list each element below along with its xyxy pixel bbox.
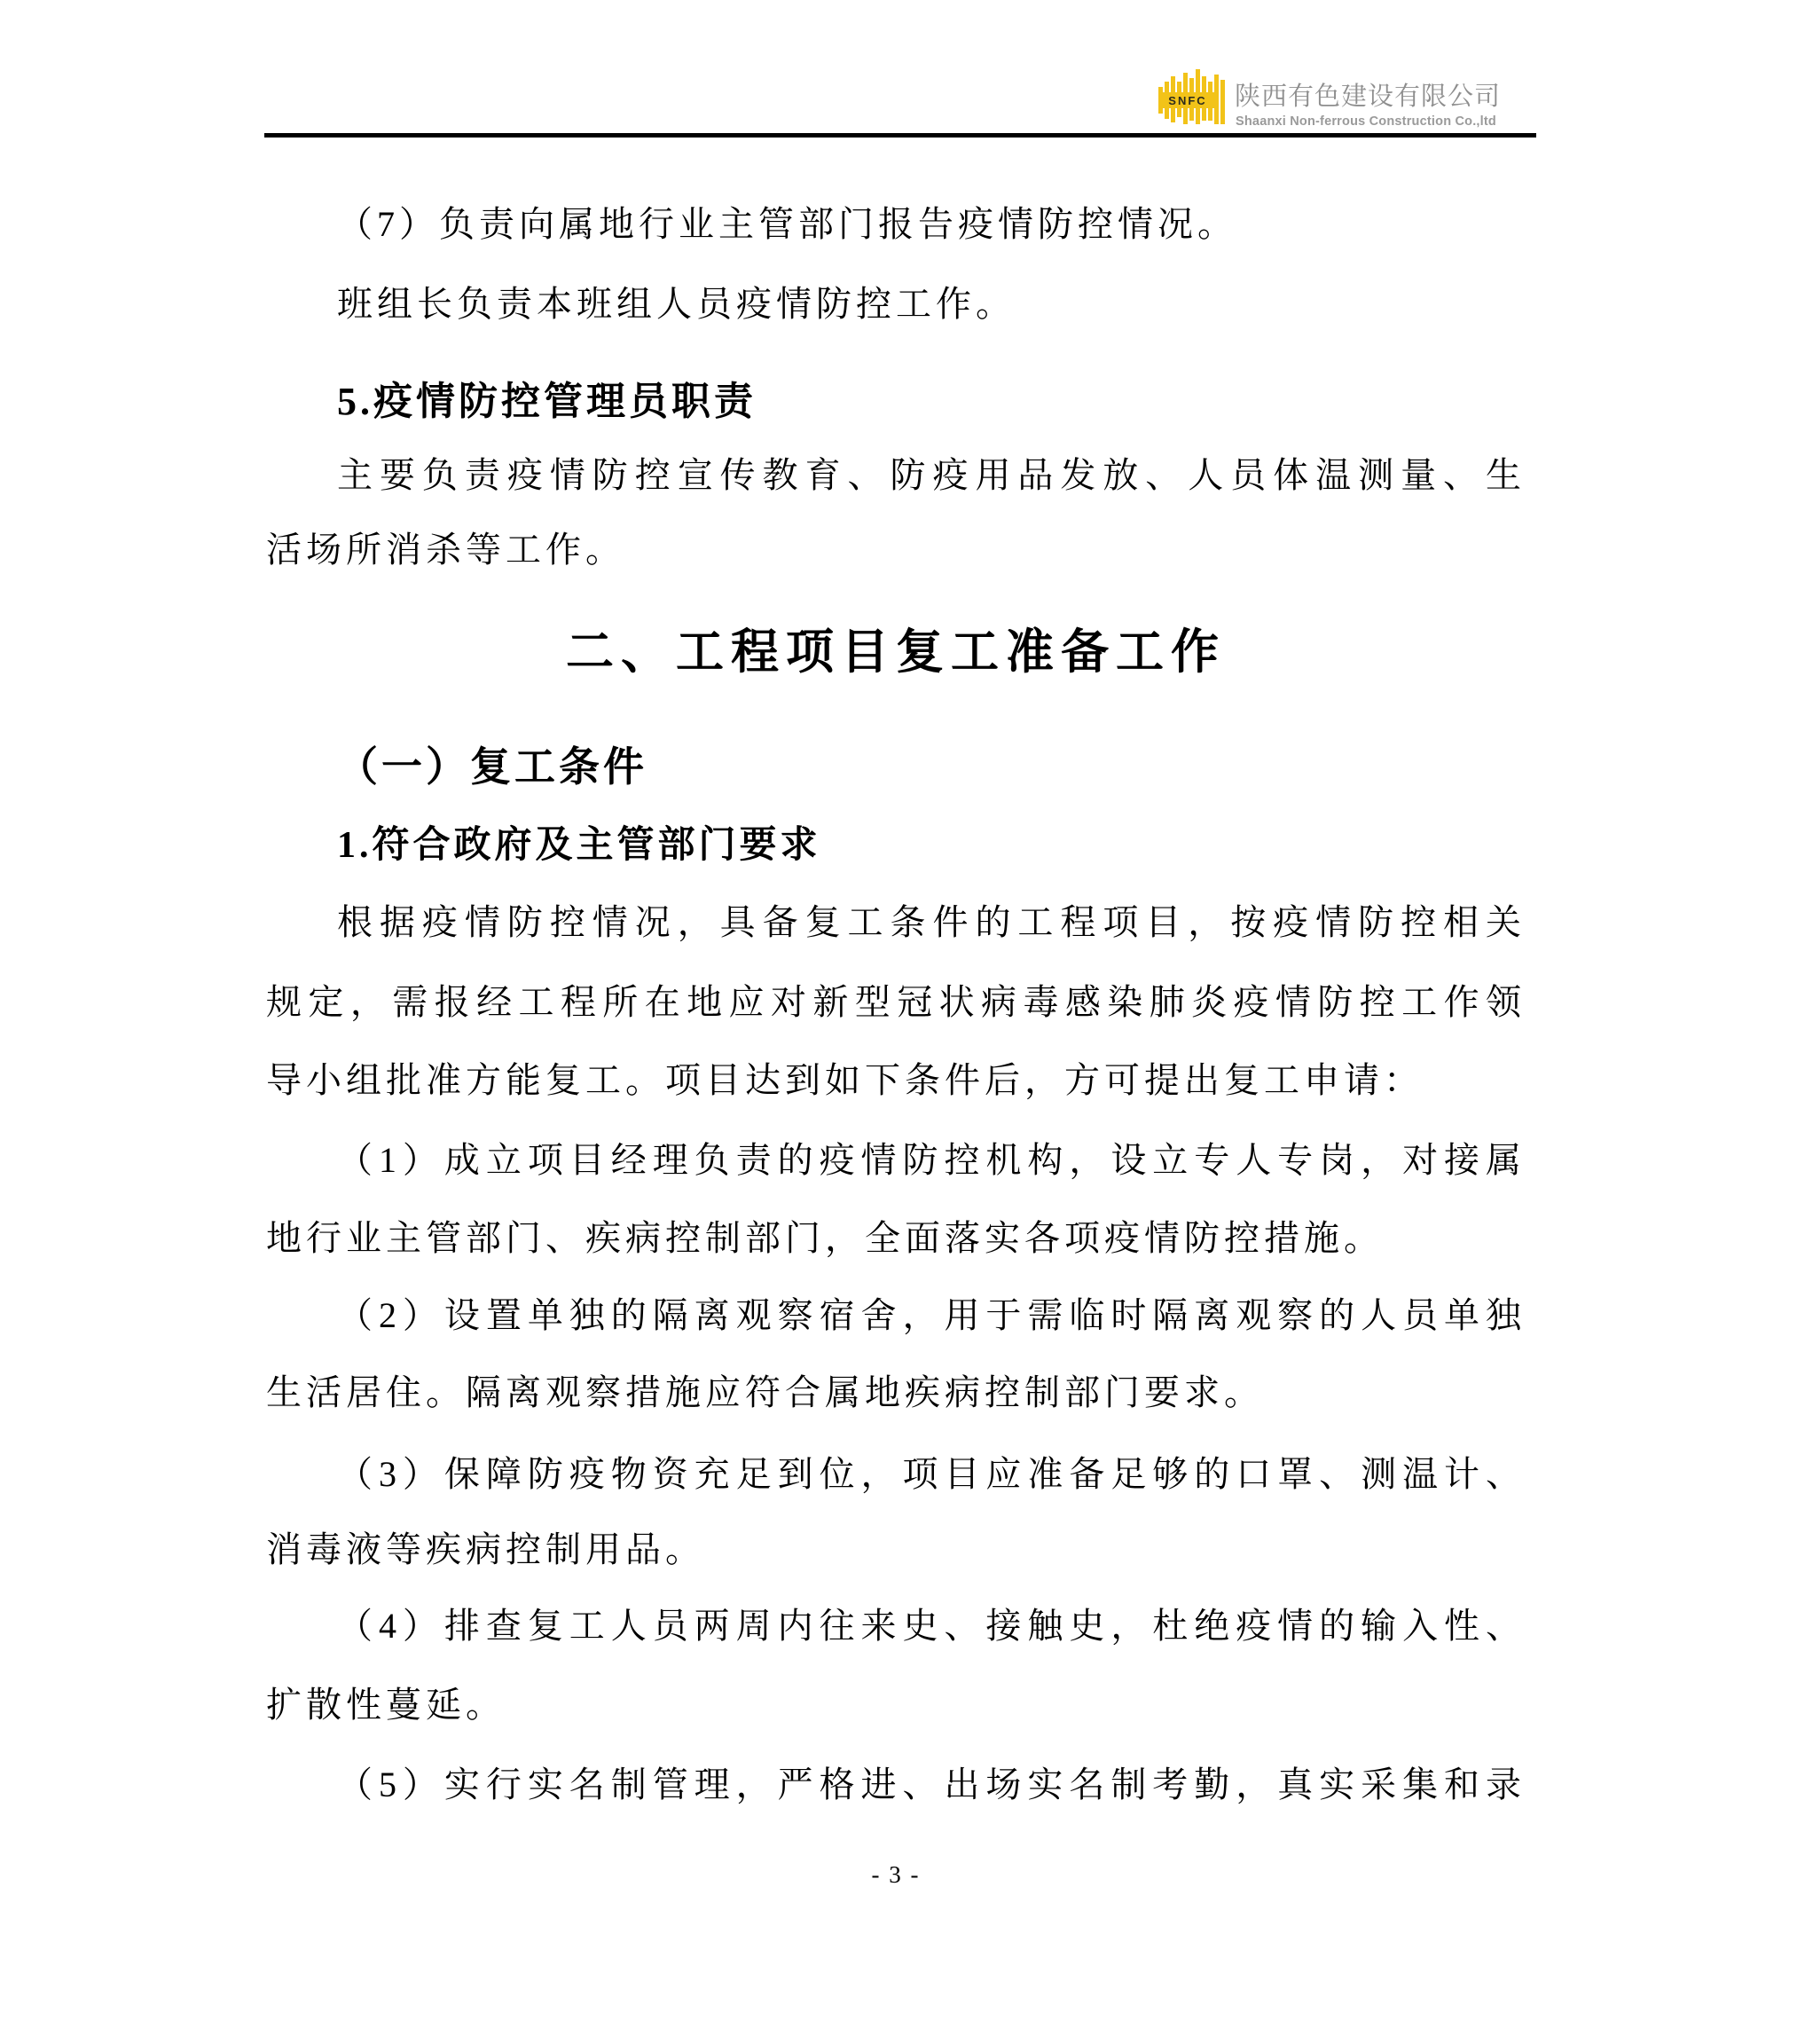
document-line: 根据疫情防控情况，具备复工条件的工程项目，按疫情防控相关	[337, 902, 1526, 942]
document-line: 主要负责疫情防控宣传教育、防疫用品发放、人员体温测量、生	[337, 455, 1526, 495]
document-body	[266, 0, 1526, 2044]
document-line: 规定，需报经工程所在地应对新型冠状病毒感染肺炎疫情防控工作领	[266, 982, 1526, 1022]
subsection-heading-1: 1.符合政府及主管部门要求	[337, 825, 821, 866]
section-heading-2: 二、工程项目复工准备工作	[566, 625, 1226, 679]
company-name-cn: 陕西有色建设有限公司	[1235, 83, 1502, 111]
document-line: 生活居住。隔离观察措施应符合属地疾病控制部门要求。	[266, 1372, 1264, 1412]
document-line: 扩散性蔓延。	[266, 1685, 506, 1725]
subsection-heading-5: 5.疫情防控管理员职责	[337, 380, 757, 423]
document-line: 地行业主管部门、疾病控制部门，全面落实各项疫情防控措施。	[266, 1218, 1384, 1258]
document-line: 班组长负责本班组人员疫情防控工作。	[337, 284, 1016, 324]
document-line: 导小组批准方能复工。项目达到如下条件后，方可提出复工申请：	[266, 1060, 1424, 1100]
document-line: （7）负责向属地行业主管部门报告疫情防控情况。	[337, 204, 1237, 244]
page-number: - 3 -	[871, 1861, 921, 1888]
document-line: （4）排查复工人员两周内往来史、接触史，杜绝疫情的输入性、	[337, 1606, 1526, 1646]
document-line: （5）实行实名制管理，严格进、出场实名制考勤，真实采集和录	[337, 1765, 1526, 1804]
document-line: 活场所消杀等工作。	[266, 530, 625, 570]
logo-abbr-text: SNFC	[1168, 94, 1207, 107]
subsection-heading-one: （一）复工条件	[337, 744, 647, 790]
document-line: （1）成立项目经理负责的疫情防控机构，设立专人专岗，对接属	[337, 1140, 1526, 1180]
document-line: 消毒液等疾病控制用品。	[266, 1529, 705, 1569]
document-line: （2）设置单独的隔离观察宿舍，用于需临时隔离观察的人员单独	[337, 1295, 1526, 1335]
document-line: （3）保障防疫物资充足到位，项目应准备足够的口罩、测温计、	[337, 1454, 1526, 1494]
company-name-en: Shaanxi Non-ferrous Construction Co.,ltd	[1236, 114, 1496, 129]
